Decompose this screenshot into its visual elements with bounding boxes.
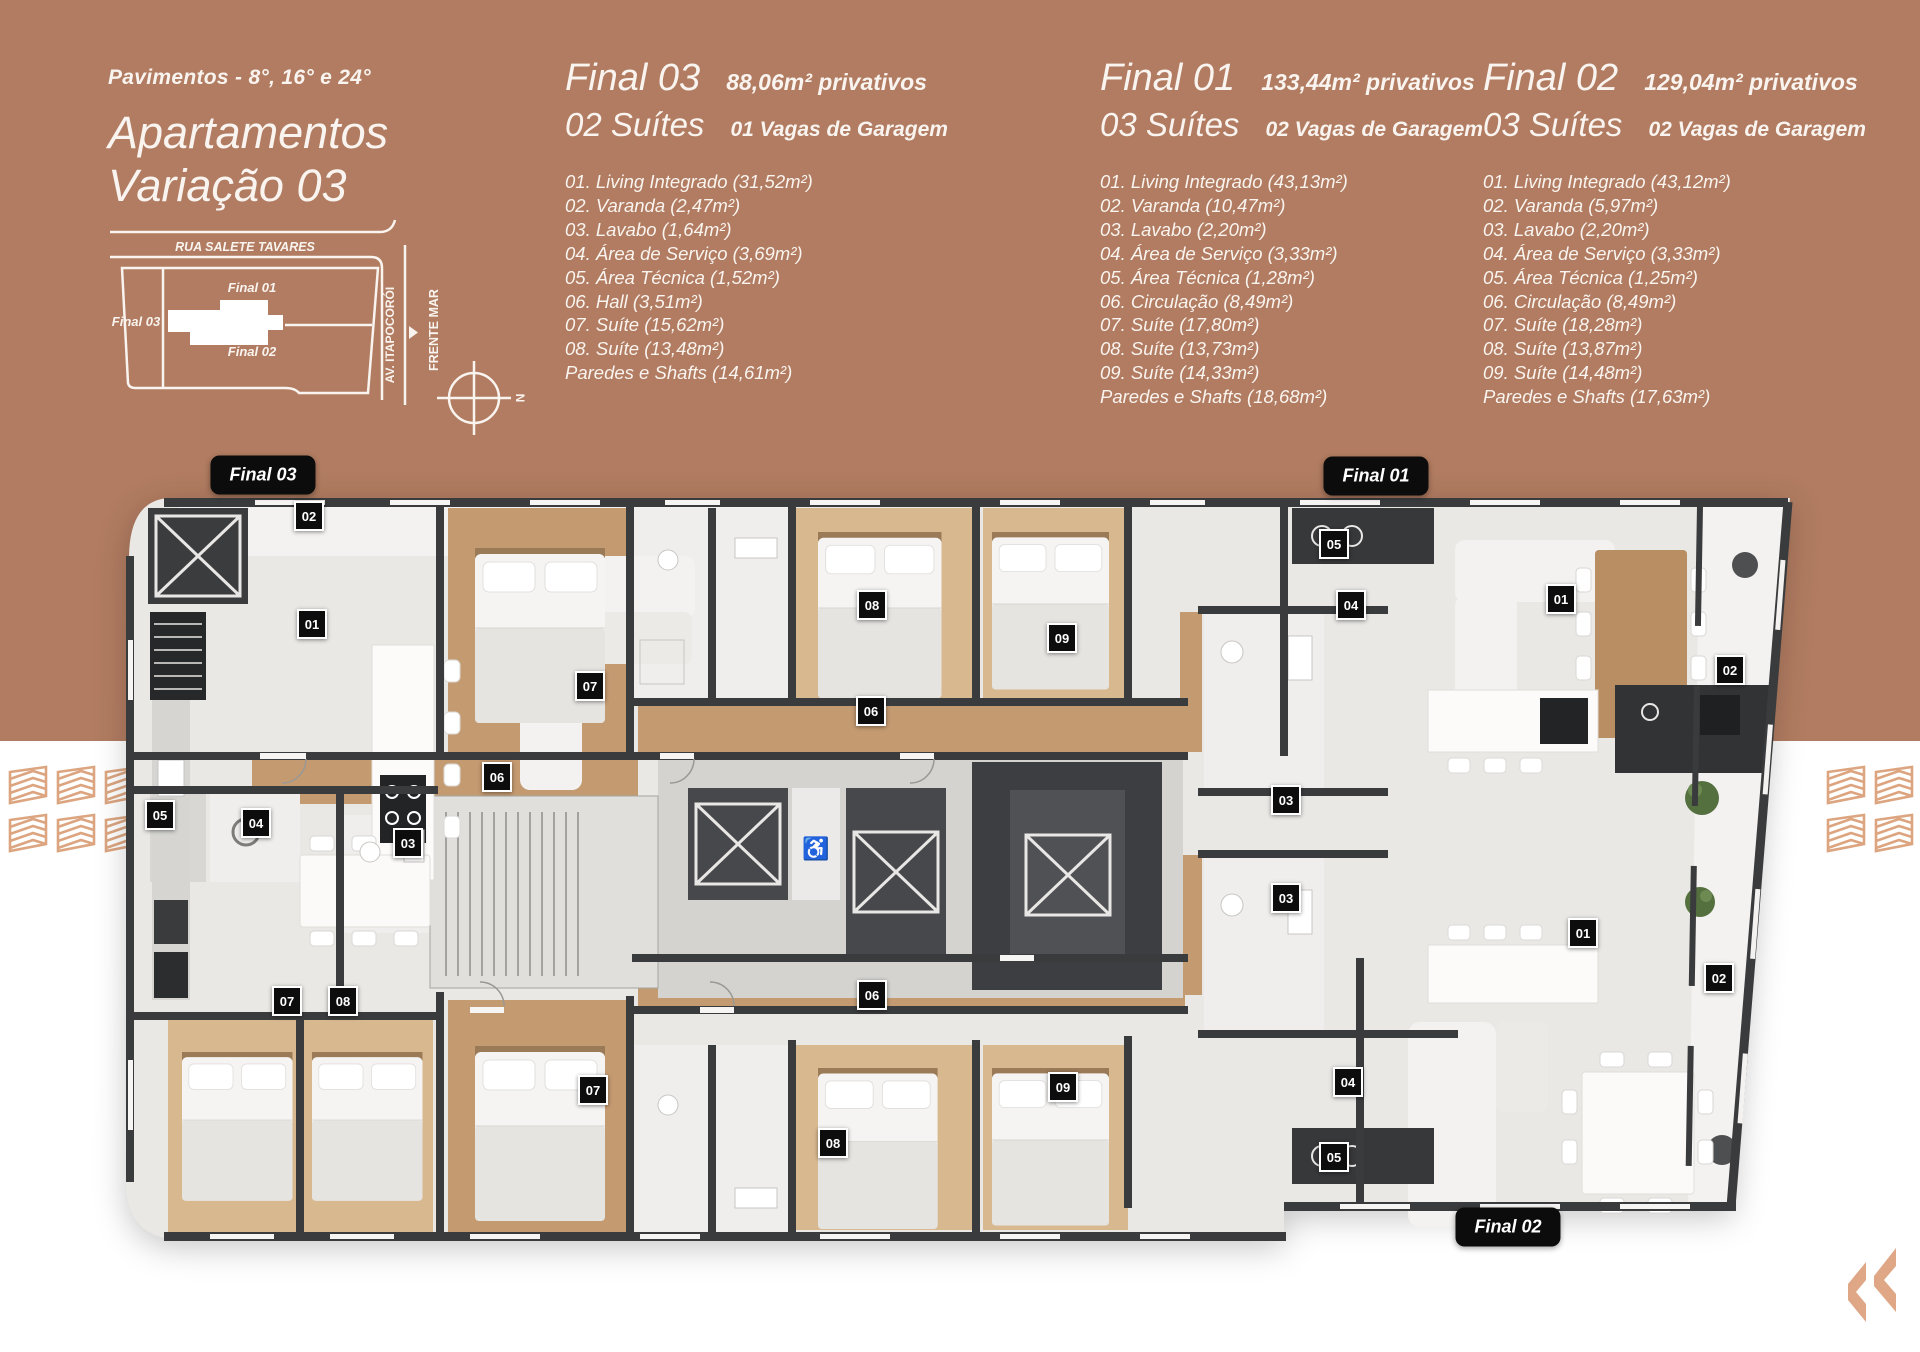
unit-badge: Final 02	[1455, 1208, 1560, 1247]
room-line: 07. Suíte (18,28m²)	[1483, 314, 1643, 336]
room-line: 03. Lavabo (1,64m²)	[565, 218, 732, 240]
room-number-tag: 01	[1546, 584, 1576, 614]
room-line: Paredes e Shafts (14,61m²)	[565, 362, 793, 384]
sea-arrow-icon	[409, 326, 418, 339]
room-line: 05. Área Técnica (1,52m²)	[565, 266, 780, 288]
unit-name: Final 03	[565, 57, 701, 99]
room-number-tag: 02	[1715, 655, 1745, 685]
unit-suites: 02 Suítes	[565, 106, 705, 143]
room-number-tag: 07	[578, 1075, 608, 1105]
room-number-tag: 08	[328, 986, 358, 1016]
room-number-tag: 05	[1319, 529, 1349, 559]
room-line: 04. Área de Serviço (3,33m²)	[1483, 242, 1721, 264]
unit-name: Final 02	[1483, 57, 1619, 99]
room-number-tag: 04	[1336, 590, 1366, 620]
room-list	[1100, 170, 1460, 409]
room-number-tag: 01	[1568, 918, 1598, 948]
street-top-label: RUA SALETE TAVARES	[175, 240, 315, 254]
room-line: 08. Suíte (13,87m²)	[1483, 338, 1643, 360]
room-line: 02. Varanda (5,97m²)	[1483, 194, 1659, 216]
room-line: 03. Lavabo (2,20m²)	[1100, 218, 1267, 240]
room-line: 09. Suíte (14,33m²)	[1100, 362, 1260, 384]
room-line: Paredes e Shafts (17,63m²)	[1483, 386, 1711, 408]
room-line: 01. Living Integrado (43,13m²)	[1100, 171, 1348, 192]
room-number-tag: 02	[294, 501, 324, 531]
accessible-icon: ♿	[802, 836, 830, 861]
room-number-tag: 05	[145, 800, 175, 830]
room-line: 06. Hall (3,51m²)	[565, 290, 703, 312]
room-line: 03. Lavabo (2,20m²)	[1483, 218, 1650, 240]
unit-badge: Final 03	[210, 456, 315, 495]
room-number-tag: 03	[1271, 883, 1301, 913]
room-line: Paredes e Shafts (18,68m²)	[1100, 386, 1328, 408]
unit-area: 133,44m² privativos	[1261, 69, 1475, 95]
unit-area: 88,06m² privativos	[726, 69, 927, 95]
room-number-tag: 03	[1271, 785, 1301, 815]
street-right-label: AV. ITAPOCORÓI	[383, 286, 397, 384]
room-line: 08. Suíte (13,73m²)	[1100, 338, 1260, 360]
room-number-tag: 05	[1319, 1142, 1349, 1172]
unit-name: Final 01	[1100, 57, 1236, 99]
room-line: 01. Living Integrado (43,12m²)	[1483, 171, 1731, 192]
unit-area: 129,04m² privativos	[1644, 69, 1858, 95]
room-number-tag: 07	[575, 671, 605, 701]
room-number-tag: 06	[856, 696, 886, 726]
room-line: 02. Varanda (10,47m²)	[1100, 194, 1286, 216]
room-number-tag: 04	[241, 808, 271, 838]
room-number-tag: 08	[857, 590, 887, 620]
room-list	[1483, 170, 1843, 409]
room-line: 08. Suíte (13,48m²)	[565, 338, 725, 360]
map-final01-label: Final 01	[227, 280, 277, 295]
room-line: 04. Área de Serviço (3,69m²)	[565, 242, 803, 264]
room-number-tag: 01	[297, 609, 327, 639]
unit-panel-final-02	[1483, 57, 1866, 409]
brand-logo-icon	[1826, 1236, 1906, 1328]
unit-parking: 02 Vagas de Garagem	[1265, 118, 1483, 141]
north-compass-icon	[437, 361, 511, 435]
unit-panel-final-03	[565, 57, 948, 385]
room-line: 07. Suíte (17,80m²)	[1100, 314, 1260, 336]
map-final02-label: Final 02	[227, 344, 277, 359]
room-line: 06. Circulação (8,49m²)	[1100, 290, 1294, 312]
room-number-tag: 06	[482, 762, 512, 792]
room-number-tag: 03	[393, 828, 423, 858]
room-number-tag: 06	[857, 980, 887, 1010]
sea-label: FRENTE MAR	[427, 289, 441, 371]
north-label: N	[513, 393, 527, 403]
intro-block	[108, 66, 388, 212]
floors-label: Pavimentos - 8°, 16° e 24°	[108, 66, 371, 89]
room-line: 09. Suíte (14,48m²)	[1483, 362, 1643, 384]
room-list	[565, 170, 925, 385]
room-line: 06. Circulação (8,49m²)	[1483, 290, 1677, 312]
room-line: 07. Suíte (15,62m²)	[565, 314, 725, 336]
room-number-tag: 04	[1333, 1067, 1363, 1097]
room-number-tag: 09	[1048, 1072, 1078, 1102]
room-number-tag: 09	[1047, 623, 1077, 653]
site-map	[95, 215, 535, 455]
building-footprint	[168, 300, 283, 345]
room-number-tag: 02	[1704, 963, 1734, 993]
unit-parking: 01 Vagas de Garagem	[730, 118, 948, 141]
unit-panel-final-01	[1100, 57, 1483, 409]
room-number-tag: 07	[272, 986, 302, 1016]
room-line: 05. Área Técnica (1,28m²)	[1100, 266, 1315, 288]
room-line: 02. Varanda (2,47m²)	[565, 194, 741, 216]
unit-suites: 03 Suítes	[1483, 106, 1623, 143]
unit-badge: Final 01	[1323, 457, 1428, 496]
room-number-tag: 08	[818, 1128, 848, 1158]
page-title: Apartamentos Variação 03	[108, 107, 389, 211]
room-line: 04. Área de Serviço (3,33m²)	[1100, 242, 1338, 264]
unit-suites: 03 Suítes	[1100, 106, 1240, 143]
unit-parking: 02 Vagas de Garagem	[1648, 118, 1866, 141]
room-line: 01. Living Integrado (31,52m²)	[565, 171, 813, 192]
map-final03-label: Final 03	[111, 314, 161, 329]
room-line: 05. Área Técnica (1,25m²)	[1483, 266, 1698, 288]
